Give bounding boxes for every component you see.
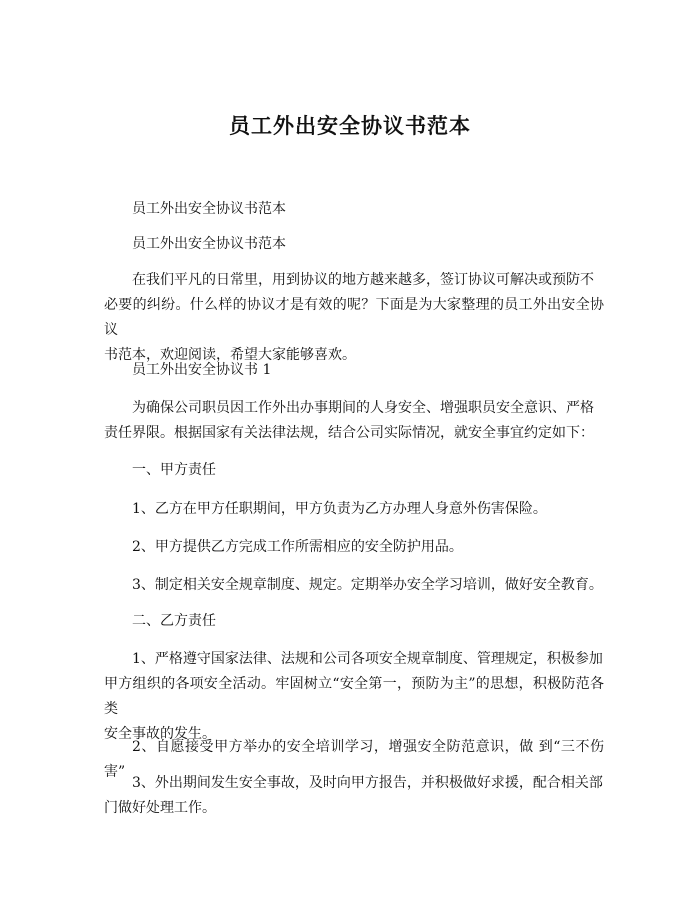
paragraph-party-a-1	[104, 497, 604, 522]
paragraph-purpose	[104, 396, 604, 446]
paragraph-line: 3、外出期间发生安全事故，及时向甲方报告，并积极做好求援，配合相关部	[132, 775, 603, 791]
paragraph-party-a-2	[104, 535, 604, 560]
paragraph-line: 员工外出安全协议书 1	[132, 362, 272, 378]
paragraph-line: 为确保公司职员因工作外出办事期间的人身安全、增强职员安全意识、严格	[132, 400, 594, 416]
paragraph-line: 安全事故的发生。	[104, 726, 216, 742]
paragraph-party-b-3	[104, 771, 604, 821]
paragraph-line: 员工外出安全协议书范本	[132, 236, 286, 252]
paragraph-subtitle-2	[104, 232, 604, 257]
paragraph-line: 3、制定相关安全规章制度、规定。定期举办安全学习培训，做好安全教育。	[132, 577, 603, 593]
paragraph-line: 一、甲方责任	[132, 462, 216, 478]
paragraph-party-a-heading	[104, 458, 604, 483]
paragraph-line: 甲方组织的各项安全活动。牢固树立“安全第一，预防为主”的思想，积极防范各类	[104, 676, 604, 717]
paragraph-subtitle-1	[104, 197, 604, 222]
paragraph-line: 二、乙方责任	[132, 613, 216, 629]
paragraph-line: 2、自愿接受甲方举办的安全培训学习，增强安全防范意识，做 到“三不伤害”	[104, 739, 604, 780]
paragraph-line: 责任界限。根据国家有关法律法规，结合公司实际情况，就安全事宜约定如下：	[104, 425, 594, 441]
paragraph-line: 1、严格遵守国家法律、法规和公司各项安全规章制度、管理规定，积极参加	[132, 651, 603, 667]
paragraph-section-heading	[104, 358, 604, 383]
paragraph-line: 必要的纠纷。什么样的协议才是有效的呢？下面是为大家整理的员工外出安全协议	[104, 297, 604, 338]
paragraph-party-b-1	[104, 647, 604, 747]
paragraph-line: 员工外出安全协议书范本	[132, 201, 286, 217]
paragraph-line: 2、甲方提供乙方完成工作所需相应的安全防护用品。	[132, 539, 463, 555]
paragraph-line: 在我们平凡的日常里，用到协议的地方越来越多，签订协议可解决或预防不	[132, 272, 594, 288]
paragraph-line: 1、乙方在甲方任职期间，甲方负责为乙方办理人身意外伤害保险。	[132, 501, 547, 517]
paragraph-line: 书范本，欢迎阅读，希望大家能够喜欢。	[104, 347, 356, 363]
paragraph-intro	[104, 268, 604, 368]
paragraph-party-a-3	[104, 573, 604, 598]
paragraph-line: 门做好处理工作。	[104, 800, 216, 816]
document-title: 员工外出安全协议书范本	[229, 114, 471, 138]
paragraph-party-b-heading	[104, 609, 604, 634]
